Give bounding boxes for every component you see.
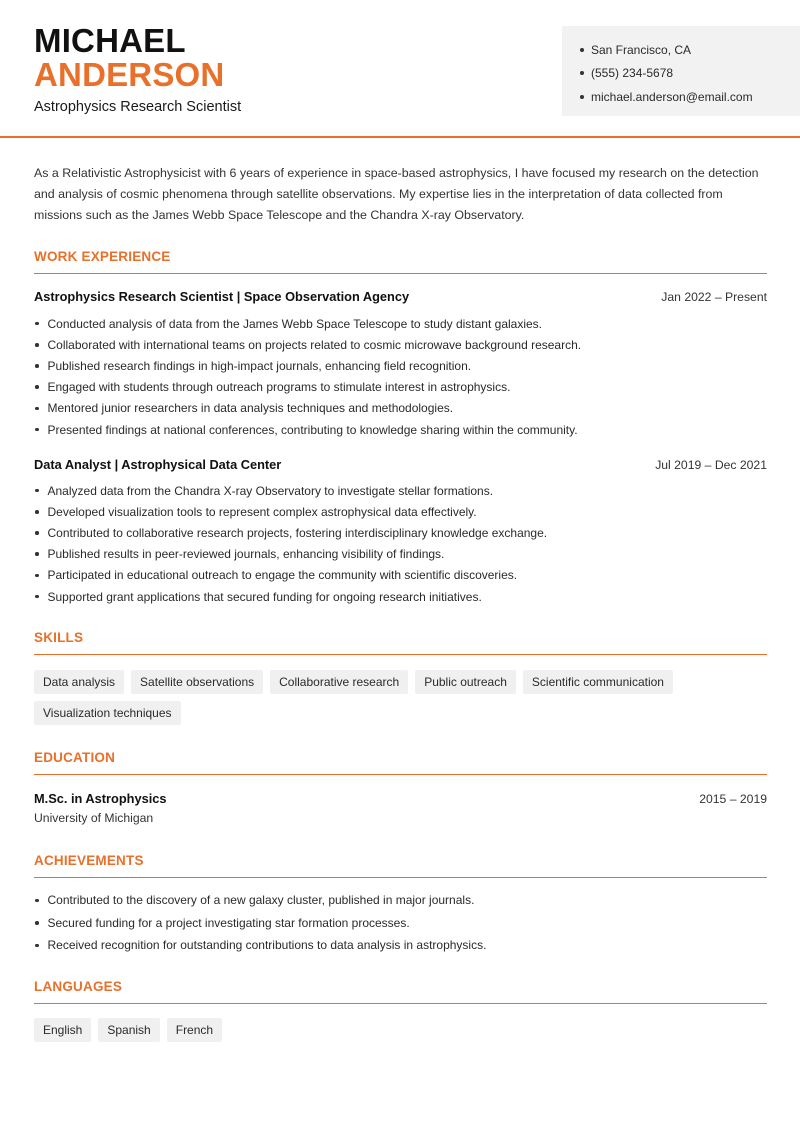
list-item	[34, 398, 769, 419]
job-heading: Astrophysics Research Scientist | Space Observation Agency	[34, 289, 410, 304]
candidate-name	[34, 24, 224, 92]
bullet-text: Conducted analysis of data from the James Webb Space Telescope to study distant galaxies.	[47, 316, 543, 331]
bullet-icon	[35, 364, 39, 368]
job-dates: Jan 2022 – Present	[661, 290, 767, 304]
bullet-text: Participated in educational outreach to engage the community with scientific discoveries.	[47, 568, 518, 583]
language-tag: French	[167, 1018, 222, 1042]
contact-box	[562, 26, 800, 116]
bullet-icon	[35, 552, 39, 556]
bullet-icon	[35, 428, 39, 432]
section-skills	[34, 629, 767, 655]
section-languages	[34, 978, 767, 1004]
list-item	[34, 419, 769, 440]
bullet-text: Supported grant applications that secured funding for ongoing research initiatives.	[47, 589, 482, 604]
job-header	[34, 457, 767, 472]
bullet-text: Contributed to collaborative research projects, fostering interdisciplinary knowledge exchange.	[47, 525, 548, 540]
bullet-text: Received recognition for outstanding contributions to data analysis in astrophysics.	[47, 938, 487, 953]
job-dates: Jul 2019 – Dec 2021	[655, 458, 767, 472]
bullet-icon	[35, 574, 39, 578]
list-item	[34, 501, 769, 522]
school-name: University of Michigan	[34, 811, 154, 825]
bullet-icon	[35, 343, 39, 347]
job-heading: Data Analyst | Astrophysical Data Center	[34, 457, 282, 472]
contact-location	[580, 38, 800, 62]
bullet-icon	[580, 71, 584, 75]
last-name: ANDERSON	[34, 56, 225, 93]
section-education	[34, 749, 767, 775]
section-title: LANGUAGES	[34, 979, 123, 994]
bullet-text: Collaborated with international teams on projects related to cosmic microwave background research.	[47, 337, 582, 352]
contact-text: (555) 234-5678	[591, 66, 674, 81]
achievement-bullets	[34, 889, 769, 957]
job-title: Astrophysics Research Scientist	[34, 99, 242, 115]
contact-email[interactable]	[580, 85, 800, 109]
degree: M.Sc. in Astrophysics	[34, 791, 167, 806]
list-item	[34, 355, 769, 376]
bullet-text: Analyzed data from the Chandra X-ray Observatory to investigate stellar formations.	[47, 483, 494, 498]
bullet-icon	[35, 322, 39, 326]
list-item	[34, 586, 769, 607]
job-header	[34, 289, 767, 304]
education-dates: 2015 – 2019	[699, 792, 767, 806]
contact-phone	[580, 62, 800, 86]
bullet-icon	[35, 899, 39, 903]
skill-tag: Scientific communication	[523, 670, 673, 694]
section-title: EDUCATION	[34, 750, 116, 765]
bullet-icon	[35, 921, 39, 925]
section-achievements	[34, 852, 767, 878]
bullet-text: Contributed to the discovery of a new galaxy cluster, published in major journals.	[47, 893, 475, 908]
bullet-text: Presented findings at national conferences, contributing to knowledge sharing within the community.	[47, 422, 578, 437]
resume-header	[0, 0, 800, 138]
skill-tag: Data analysis	[34, 670, 124, 694]
bullet-text: Developed visualization tools to represent complex astrophysical data effectively.	[47, 504, 477, 519]
list-item	[34, 334, 769, 355]
bullet-icon	[35, 407, 39, 411]
section-title: SKILLS	[34, 630, 84, 645]
language-tags	[34, 1018, 774, 1042]
bullet-icon	[35, 385, 39, 389]
bullet-icon	[35, 510, 39, 514]
skills-tags	[34, 670, 774, 725]
skill-tag: Public outreach	[415, 670, 516, 694]
contact-text: San Francisco, CA	[591, 42, 692, 57]
list-item	[34, 565, 769, 586]
bullet-icon	[580, 48, 584, 52]
bullet-icon	[35, 595, 39, 599]
section-title: WORK EXPERIENCE	[34, 249, 171, 264]
skill-tag: Collaborative research	[270, 670, 408, 694]
bullet-icon	[35, 944, 39, 948]
bullet-icon	[580, 95, 584, 99]
contact-text[interactable]: michael.anderson@email.com	[591, 89, 753, 104]
job-bullets	[34, 313, 769, 440]
bullet-icon	[35, 531, 39, 535]
first-name: MICHAEL	[34, 22, 186, 59]
language-tag: Spanish	[98, 1018, 159, 1042]
list-item	[34, 480, 769, 501]
list-item	[34, 912, 769, 935]
list-item	[34, 377, 769, 398]
skill-tag: Visualization techniques	[34, 701, 181, 725]
summary-paragraph: As a Relativistic Astrophysicist with 6 years of experience in space-based astrophysics, I have focused my research on the detection and analysis of cosmic phenomena through satellite observations. My expertise lies in the interpretation of data collected from missions such as the James Webb Space Telescope and the Chandra X-ray Observatory.	[34, 166, 759, 222]
language-tag: English	[34, 1018, 91, 1042]
list-item	[34, 313, 769, 334]
job-bullets	[34, 480, 769, 607]
bullet-text: Mentored junior researchers in data analysis techniques and methodologies.	[47, 401, 454, 416]
bullet-text: Secured funding for a project investigating star formation processes.	[47, 915, 410, 930]
section-work-experience	[34, 248, 767, 274]
bullet-text: Engaged with students through outreach programs to stimulate interest in astrophysics.	[47, 380, 511, 395]
section-title: ACHIEVEMENTS	[34, 853, 144, 868]
list-item	[34, 522, 769, 543]
education-header	[34, 791, 767, 806]
bullet-icon	[35, 489, 39, 493]
bullet-text: Published results in peer-reviewed journals, enhancing visibility of findings.	[47, 547, 445, 562]
list-item	[34, 934, 769, 957]
list-item	[34, 889, 769, 912]
list-item	[34, 544, 769, 565]
bullet-text: Published research findings in high-impact journals, enhancing field recognition.	[47, 358, 472, 373]
skill-tag: Satellite observations	[131, 670, 263, 694]
